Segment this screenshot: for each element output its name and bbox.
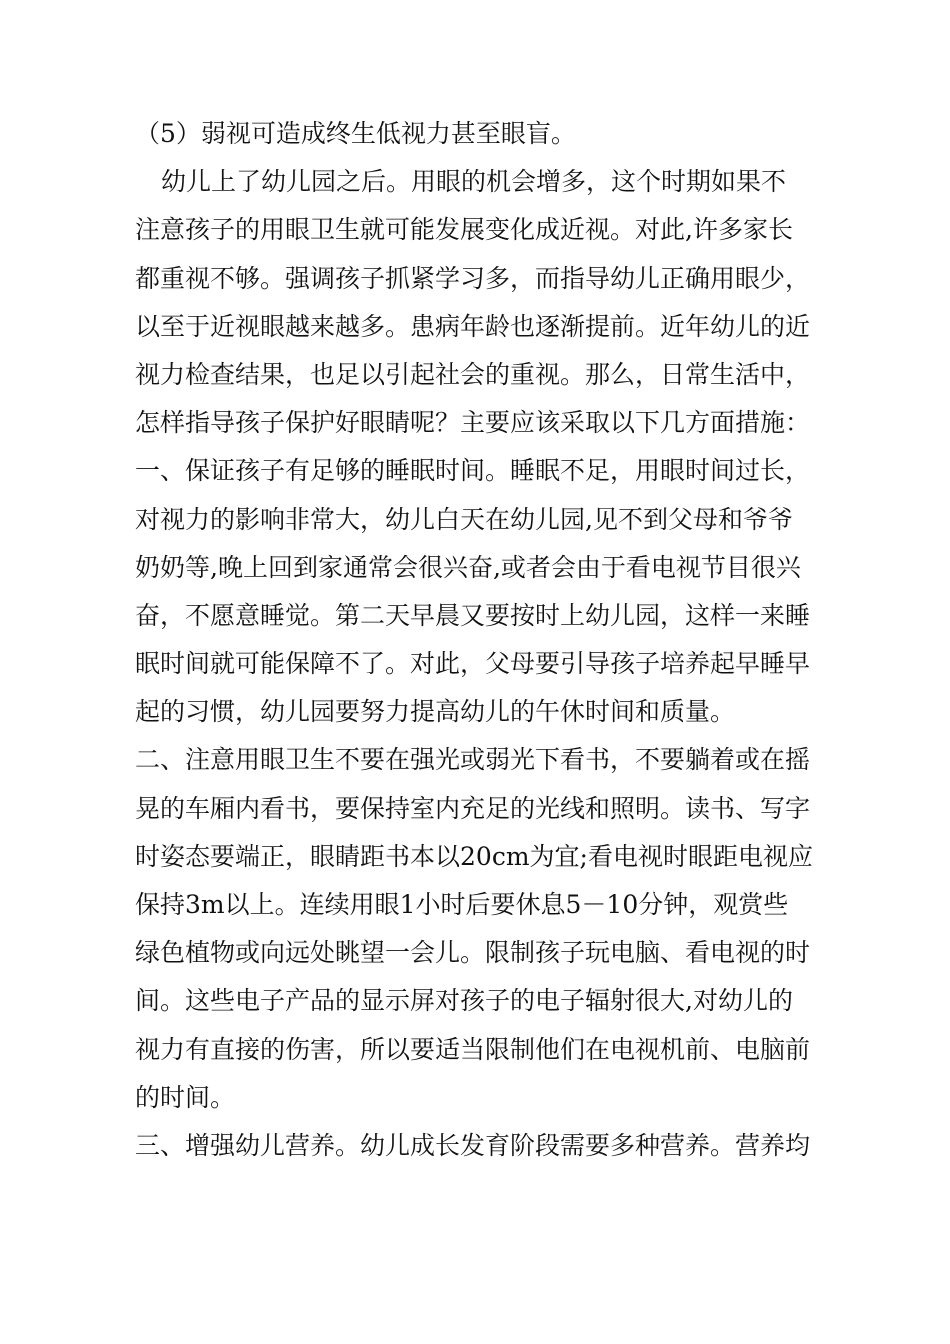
text-line: 晃的车厢内看书，要保持室内充足的光线和照明。读书、写字 [135,793,811,823]
text-line: 时姿态要端正，眼睛距书本以20cm为宜;看电视时眼距电视应 [135,841,813,871]
document-body [135,110,835,1170]
text-line: 间。这些电子产品的显示屏对孩子的电子辐射很大,对幼儿的 [135,986,793,1016]
text-line: 注意孩子的用眼卫生就可能发展变化成近视。对此,许多家长 [135,215,793,245]
text-line: 幼儿上了幼儿园之后。用眼的机会增多，这个时期如果不 [161,167,787,197]
text-line: 视力有直接的伤害，所以要适当限制他们在电视机前、电脑前 [135,1034,811,1064]
text-line: 一、保证孩子有足够的睡眠时间。睡眠不足，用眼时间过长， [135,456,811,486]
text-line: 起的习惯，幼儿园要努力提高幼儿的午休时间和质量。 [135,697,736,727]
text-line: 都重视不够。强调孩子抓紧学习多，而指导幼儿正确用眼少， [135,263,811,293]
text-line: 奋，不愿意睡觉。第二天早晨又要按时上幼儿园，这样一来睡 [135,600,811,630]
text-line: 保持3m以上。连续用眼1小时后要休息5－10分钟，观赏些 [135,890,789,919]
text-line: 二、注意用眼卫生不要在强光或弱光下看书，不要躺着或在摇 [135,745,811,775]
text-line: 的时间。 [135,1082,236,1112]
text-line: 以至于近视眼越来越多。患病年龄也逐渐提前。近年幼儿的近 [135,311,811,341]
text-line: 奶奶等,晚上回到家通常会很兴奋,或者会由于看电视节目很兴 [135,552,801,582]
text-line: （5）弱视可造成终生低视力甚至眼盲。 [135,119,576,148]
text-line: 怎样指导孩子保护好眼睛呢？主要应该采取以下几方面措施： [135,408,811,438]
text-line: 眠时间就可能保障不了。对此，父母要引导孩子培养起早睡早 [135,649,811,679]
text-line: 对视力的影响非常大，幼儿白天在幼儿园,见不到父母和爷爷 [135,504,793,534]
text-line: 绿色植物或向远处眺望一会儿。限制孩子玩电脑、看电视的时 [135,938,811,968]
text-line: 视力检查结果，也足以引起社会的重视。那么，日常生活中， [135,359,811,389]
text-line: 三、增强幼儿营养。幼儿成长发育阶段需要多种营养。营养均 [135,1130,811,1160]
